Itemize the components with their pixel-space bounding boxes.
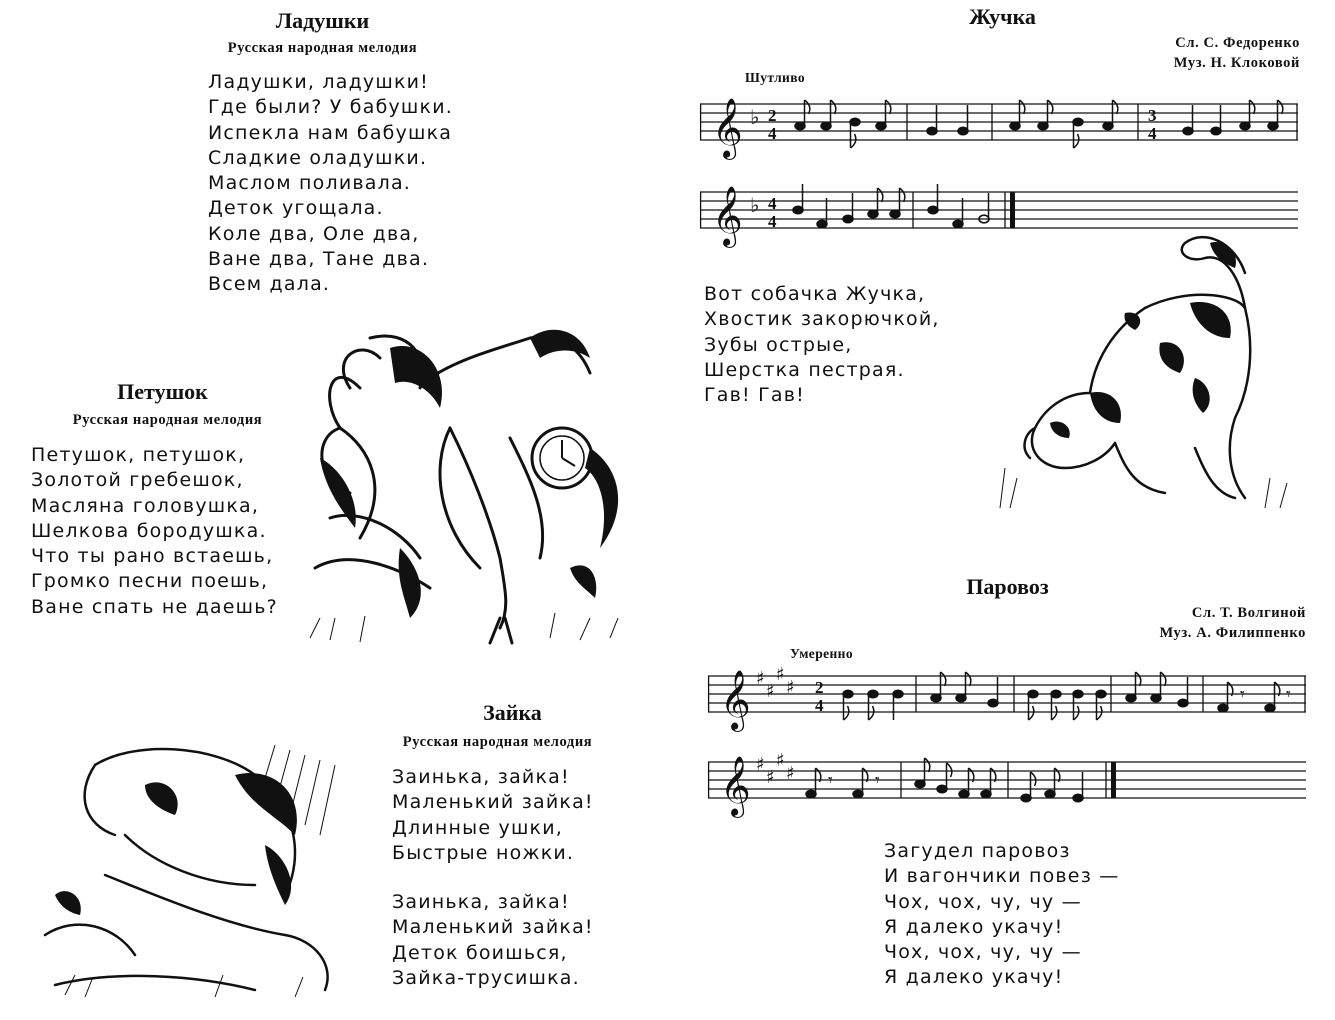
verse-line: Ладушки, ладушки!	[208, 71, 429, 93]
zhuchka-tempo: Шутливо	[745, 70, 805, 85]
verse-line: Шелкова бородушка.	[31, 519, 267, 542]
treble-clef-icon: 𝄞	[712, 98, 743, 158]
time-signature: 4	[768, 212, 777, 231]
zaika-title: Зайка	[483, 700, 542, 725]
time-signature: 2	[768, 106, 777, 125]
zhuchka-verse	[704, 282, 940, 408]
zhuchka-staff-1	[700, 92, 1300, 164]
verse-line: Маленький зайка!	[392, 916, 594, 939]
composer-credit: Муз. А. Филиппенко	[1159, 625, 1306, 641]
petushok-verse	[31, 443, 278, 620]
verse-line: Чох, чох, чу, чу —	[884, 941, 1082, 964]
parovoz-credits	[1030, 603, 1306, 643]
hare-illustration	[35, 735, 355, 1005]
verse-line: Масляна головушка,	[31, 494, 260, 517]
lyricist-credit: Сл. Т. Волгиной	[1191, 605, 1306, 621]
svg-text:𝄾: 𝄾	[875, 770, 880, 791]
verse-line: Деток боишься,	[392, 941, 568, 964]
verse-line: Сладкие оладушки.	[208, 146, 428, 169]
parovoz-verse	[884, 839, 1119, 991]
svg-text:𝄾: 𝄾	[1286, 684, 1291, 705]
verse-line: Деток угощала.	[208, 197, 384, 220]
verse-line: Маленький зайка!	[392, 791, 594, 814]
composer-credit: Муз. Н. Клоковой	[1173, 55, 1300, 71]
verse-line: Коле два, Оле два,	[208, 222, 420, 245]
verse-line: Где были? У бабушки.	[208, 96, 453, 119]
verse-line: Загудел паровоз	[884, 840, 1071, 862]
parovoz-title: Паровоз	[966, 574, 1049, 599]
verse-line: Ване спать не даешь?	[31, 595, 278, 618]
ladushki-verse	[208, 70, 453, 298]
verse-line: Зайка-трусишка.	[392, 967, 580, 990]
sharp-icon: ♯	[786, 763, 795, 784]
sharp-icon: ♯	[756, 668, 765, 689]
verse-line: Громко песни поешь,	[31, 570, 269, 593]
verse-line: Вот собачка Жучка,	[704, 283, 926, 305]
ladushki-title: Ладушки	[275, 8, 370, 33]
ladushki-subtitle: Русская народная мелодия	[227, 40, 418, 56]
zhuchka-credits	[1030, 33, 1300, 73]
sharp-icon: ♯	[756, 754, 765, 775]
sharp-icon: ♯	[766, 767, 775, 788]
verse-line: Быстрые ножки.	[392, 841, 575, 864]
svg-text:𝄾: 𝄾	[828, 770, 833, 791]
petushok-title: Петушок	[117, 379, 208, 404]
verse-line: Ване два, Тане два.	[208, 248, 430, 271]
verse-line: Маслом поливала.	[208, 172, 412, 195]
sharp-icon: ♯	[786, 677, 795, 698]
verse-line: Заинька, зайка!	[392, 891, 570, 914]
verse-line: Я далеко укачу!	[884, 915, 1064, 938]
flat-icon: ♭	[750, 193, 760, 217]
dog-illustration	[995, 218, 1295, 513]
treble-clef-icon: 𝄞	[720, 670, 751, 730]
rooster-illustration	[300, 318, 645, 653]
verse-line: И вагончики повез —	[884, 865, 1120, 888]
verse-line: Гав! Гав!	[704, 384, 805, 407]
parovoz-staff-1	[708, 664, 1308, 736]
verse-line: Чох, чох, чу, чу —	[884, 890, 1082, 913]
flat-icon: ♭	[750, 105, 760, 129]
parovoz-tempo: Умеренно	[790, 646, 853, 661]
sharp-icon: ♯	[766, 681, 775, 702]
verse-line: Испекла нам бабушка	[208, 121, 453, 144]
verse-line: Я далеко укачу!	[884, 966, 1064, 989]
verse-line: Заинька, зайка!	[392, 766, 570, 788]
verse-line: Длинные ушки,	[392, 816, 564, 839]
lyricist-credit: Сл. С. Федоренко	[1175, 35, 1300, 51]
time-signature: 4	[1148, 124, 1157, 143]
verse-line: Всем дала.	[208, 273, 331, 296]
verse-line: Хвостик закорючкой,	[704, 308, 940, 331]
verse-line: Шерстка пестрая.	[704, 358, 905, 381]
sharp-icon: ♯	[776, 750, 785, 771]
time-signature: 2	[815, 678, 824, 697]
petushok-subtitle: Русская народная мелодия	[72, 412, 263, 428]
time-signature: 4	[768, 124, 777, 143]
verse-line: Петушок, петушок,	[31, 444, 246, 466]
svg-text:𝄾: 𝄾	[1240, 684, 1245, 705]
zhuchka-title: Жучка	[969, 4, 1036, 29]
verse-line: Зубы острые,	[704, 333, 853, 356]
zaika-subtitle: Русская народная мелодия	[402, 734, 593, 750]
zaika-verse	[392, 765, 594, 991]
time-signature: 4	[768, 194, 777, 213]
treble-clef-icon: 𝄞	[712, 186, 743, 246]
treble-clef-icon: 𝄞	[720, 756, 751, 816]
sharp-icon: ♯	[776, 664, 785, 685]
parovoz-staff-2	[708, 750, 1308, 822]
time-signature: 3	[1148, 106, 1157, 125]
verse-line: Золотой гребешок,	[31, 469, 244, 492]
verse-line: Что ты рано встаешь,	[31, 545, 274, 568]
time-signature: 4	[815, 696, 824, 715]
